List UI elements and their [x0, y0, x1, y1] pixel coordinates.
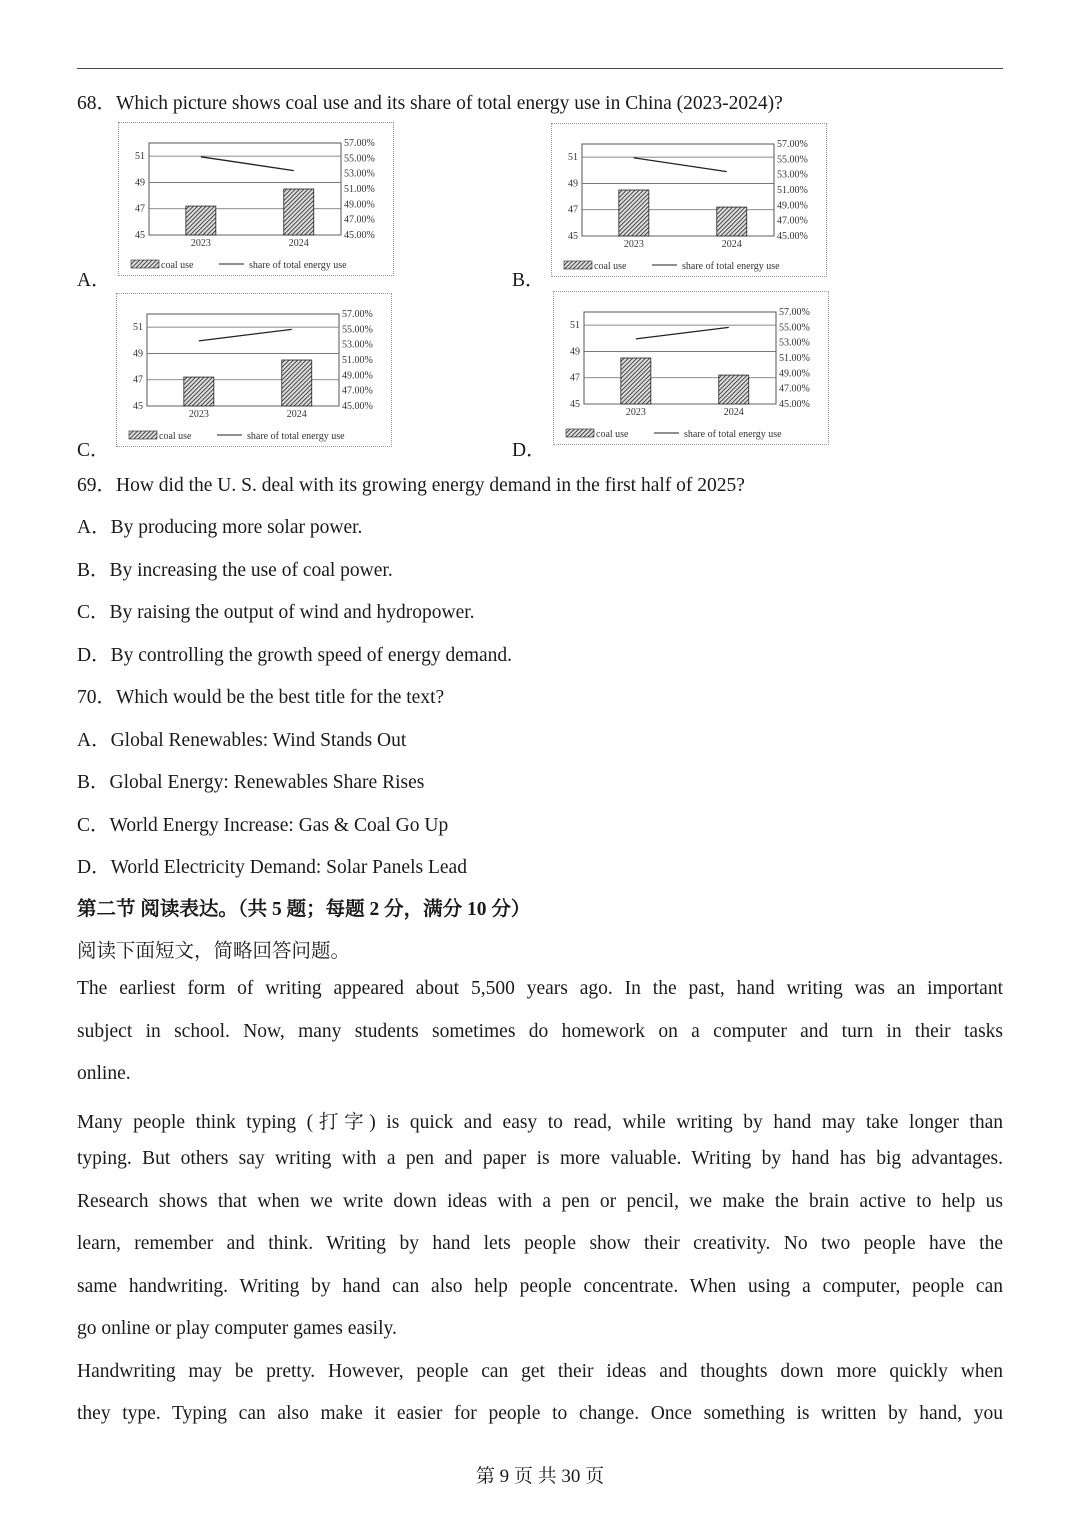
left-tick-label: 51 — [135, 151, 145, 163]
left-tick-label: 51 — [568, 152, 578, 164]
right-tick-label: 53.00% — [779, 337, 810, 349]
legend-share-label: share of total energy use — [682, 261, 780, 272]
coal-use-bar — [621, 358, 651, 404]
right-tick-label: 49.00% — [342, 370, 373, 382]
coal-use-bar — [186, 206, 216, 235]
passage-line: online. — [77, 1063, 131, 1084]
option-b-label: B． — [512, 270, 545, 291]
header-rule — [77, 68, 1003, 69]
x-tick-label: 2023 — [190, 238, 211, 249]
left-tick-label: 47 — [570, 372, 580, 384]
chart-svg — [117, 294, 391, 446]
right-tick-label: 49.00% — [779, 368, 810, 380]
legend-share-label: share of total energy use — [247, 431, 345, 442]
x-tick-label: 2024 — [286, 409, 307, 420]
passage-line: go online or play computer games easily. — [77, 1318, 397, 1339]
left-tick-label: 45 — [568, 231, 578, 242]
coal-use-bar — [282, 360, 312, 406]
left-tick-label: 51 — [570, 320, 580, 332]
legend-coal-label: coal use — [161, 260, 194, 271]
right-tick-label: 53.00% — [344, 168, 375, 180]
share-line — [634, 158, 727, 172]
passage-line: subject in school. Now, many students sometimes do homework on a computer and turn in their tasks — [77, 1021, 1003, 1042]
question-69: 69．How did the U. S. deal with its growing energy demand in the first half of 2025? — [77, 475, 745, 496]
x-tick-label: 2023 — [188, 409, 209, 420]
right-tick-label: 45.00% — [342, 401, 373, 412]
passage-line: The earliest form of writing appeared about 5,500 years ago. In the past, hand writing was an important — [77, 978, 1003, 999]
legend-coal-swatch — [129, 431, 157, 439]
left-tick-label: 47 — [135, 203, 145, 215]
share-line — [201, 157, 294, 171]
page-footer: 第 9 页 共 30 页 — [475, 1466, 605, 1487]
passage-line: they type. Typing can also make it easier for people to change. Once something is written by hand, you — [77, 1403, 1003, 1424]
coal-use-bar — [284, 189, 314, 235]
left-tick-label: 49 — [135, 177, 145, 189]
chart-svg — [119, 123, 393, 275]
passage-line: same handwriting. Writing by hand can also help people concentrate. When using a computer, people can — [77, 1276, 1003, 1297]
q70-option-d: D．World Electricity Demand: Solar Panels Lead — [77, 857, 467, 878]
legend-share-label: share of total energy use — [684, 429, 782, 440]
coal-use-bar — [719, 375, 749, 404]
passage-line: Handwriting may be pretty. However, people can get their ideas and thoughts down more quickly when — [77, 1361, 1003, 1382]
chart-svg — [552, 124, 826, 276]
passage-line: typing. But others say writing with a pen and paper is more valuable. Writing by hand has big advantages. — [77, 1148, 1003, 1169]
coal-use-bar — [717, 207, 747, 236]
left-tick-label: 45 — [570, 399, 580, 410]
right-tick-label: 53.00% — [777, 169, 808, 181]
chart-option-d — [553, 291, 829, 445]
x-tick-label: 2024 — [288, 238, 309, 249]
right-tick-label: 47.00% — [342, 385, 373, 397]
q70-option-a: A．Global Renewables: Wind Stands Out — [77, 730, 407, 751]
right-tick-label: 51.00% — [777, 185, 808, 196]
passage-line: Many people think typing (打字) is quick and easy to read, while writing by hand may take longer than — [77, 1112, 1003, 1133]
x-tick-label: 2024 — [721, 239, 742, 250]
right-tick-label: 47.00% — [779, 383, 810, 395]
share-line — [636, 327, 729, 339]
chart-option-b — [551, 123, 827, 277]
right-tick-label: 51.00% — [779, 353, 810, 364]
right-tick-label: 49.00% — [777, 200, 808, 212]
option-c-label: C． — [77, 440, 110, 461]
option-d-label: D． — [512, 440, 546, 461]
coal-use-bar — [184, 377, 214, 406]
left-tick-label: 49 — [133, 348, 143, 360]
passage-line: learn, remember and think. Writing by hand lets people show their creativity. No two people have the — [77, 1233, 1003, 1254]
right-tick-label: 57.00% — [342, 309, 373, 320]
x-tick-label: 2023 — [623, 239, 644, 250]
passage-line: Research shows that when we write down ideas with a pen or pencil, we make the brain active to help us — [77, 1191, 1003, 1212]
legend-coal-swatch — [564, 261, 592, 269]
right-tick-label: 51.00% — [344, 184, 375, 195]
legend-coal-label: coal use — [596, 429, 629, 440]
right-tick-label: 57.00% — [344, 138, 375, 149]
q69-option-b: B．By increasing the use of coal power. — [77, 560, 393, 581]
right-tick-label: 55.00% — [777, 154, 808, 166]
left-tick-label: 45 — [135, 230, 145, 241]
q70-option-b: B．Global Energy: Renewables Share Rises — [77, 772, 425, 793]
left-tick-label: 47 — [133, 374, 143, 386]
right-tick-label: 47.00% — [344, 214, 375, 226]
right-tick-label: 55.00% — [344, 153, 375, 165]
question-70: 70．Which would be the best title for the text? — [77, 687, 445, 708]
option-a-label: A． — [77, 270, 111, 291]
question-68: 68．Which picture shows coal use and its share of total energy use in China (2023-2024)? — [77, 93, 783, 114]
right-tick-label: 55.00% — [342, 324, 373, 336]
right-tick-label: 49.00% — [344, 199, 375, 211]
left-tick-label: 51 — [133, 322, 143, 334]
chart-option-a — [118, 122, 394, 276]
legend-share-label: share of total energy use — [249, 260, 347, 271]
right-tick-label: 47.00% — [777, 215, 808, 227]
legend-coal-swatch — [131, 260, 159, 268]
legend-coal-label: coal use — [594, 261, 627, 272]
right-tick-label: 57.00% — [779, 307, 810, 318]
right-tick-label: 45.00% — [779, 399, 810, 410]
chart-svg — [554, 292, 828, 444]
right-tick-label: 51.00% — [342, 355, 373, 366]
right-tick-label: 45.00% — [344, 230, 375, 241]
right-tick-label: 55.00% — [779, 322, 810, 334]
left-tick-label: 49 — [568, 178, 578, 190]
right-tick-label: 45.00% — [777, 231, 808, 242]
q70-option-c: C．World Energy Increase: Gas & Coal Go Up — [77, 815, 449, 836]
chart-option-c — [116, 293, 392, 447]
q69-option-c: C．By raising the output of wind and hydropower. — [77, 602, 475, 623]
coal-use-bar — [619, 190, 649, 236]
left-tick-label: 47 — [568, 204, 578, 216]
share-line — [199, 329, 292, 341]
right-tick-label: 57.00% — [777, 139, 808, 150]
legend-coal-swatch — [566, 429, 594, 437]
left-tick-label: 49 — [570, 346, 580, 358]
q69-option-d: D．By controlling the growth speed of energy demand. — [77, 645, 513, 666]
q69-option-a: A．By producing more solar power. — [77, 517, 363, 538]
left-tick-label: 45 — [133, 401, 143, 412]
x-tick-label: 2024 — [723, 407, 744, 418]
x-tick-label: 2023 — [625, 407, 646, 418]
section-title: 第二节 阅读表达。（共 5 题；每题 2 分，满分 10 分） — [77, 899, 531, 920]
legend-coal-label: coal use — [159, 431, 192, 442]
section-instruction: 阅读下面短文，简略回答问题。 — [77, 941, 351, 962]
right-tick-label: 53.00% — [342, 339, 373, 351]
